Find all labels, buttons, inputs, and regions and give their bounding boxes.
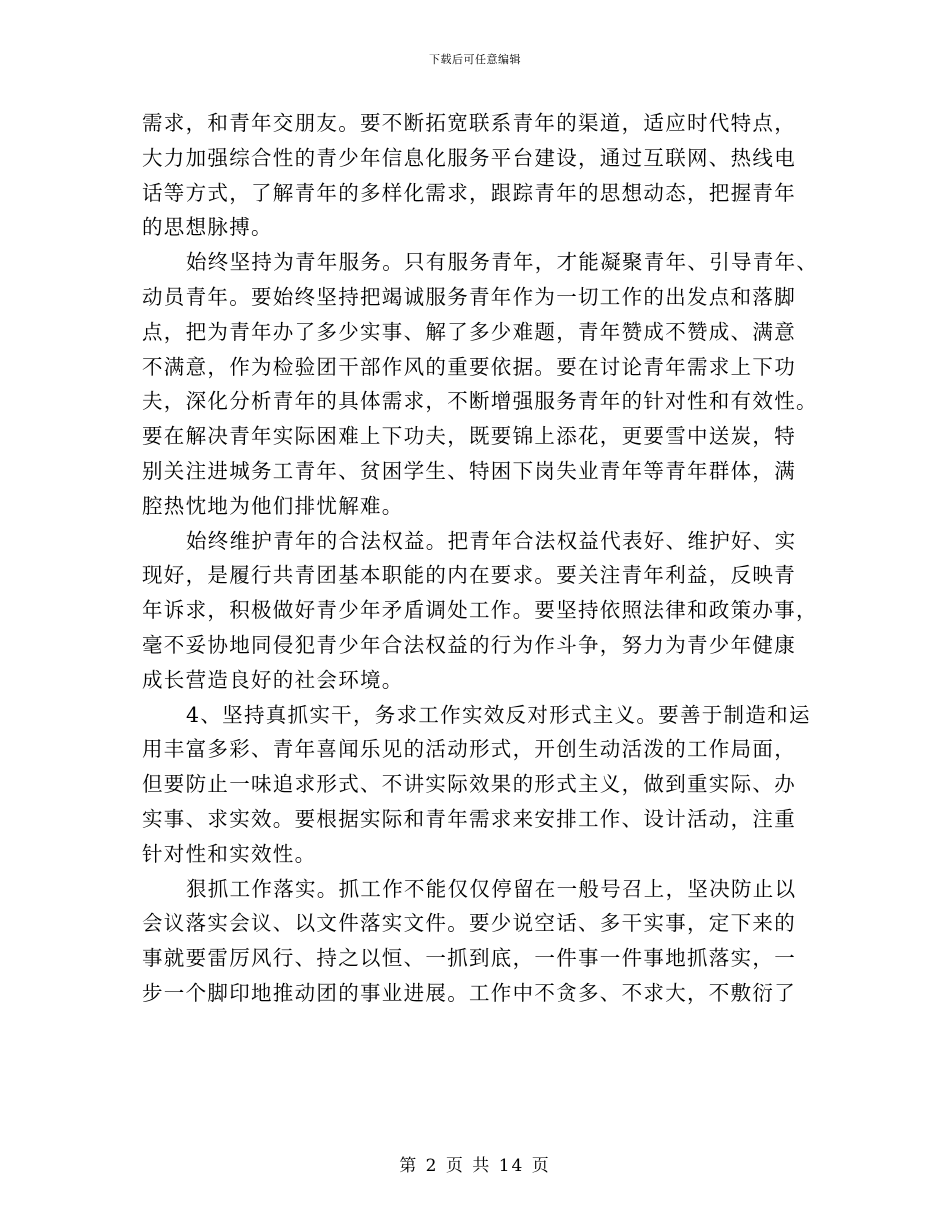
text-line: 始终坚持为青年服务。只有服务青年，才能凝聚青年、引导青年、 bbox=[186, 250, 819, 275]
text-line: 夫，深化分析青年的具体需求，不断增强服务青年的针对性和有效性。 bbox=[142, 389, 818, 414]
text-line: 点，把为青年办了多少实事、解了多少难题，青年赞成不赞成、满意 bbox=[142, 319, 796, 344]
text-line: 实事、求实效。要根据实际和青年需求来安排工作、设计活动，注重 bbox=[142, 806, 796, 831]
text-line: 事就要雷厉风行、持之以恒、一抓到底，一件事一件事地抓落实，一 bbox=[142, 946, 796, 971]
text-line: 4、坚持真抓实干，务求工作实效反对形式主义。要善于制造和运 bbox=[186, 702, 811, 727]
text-line: 话等方式，了解青年的多样化需求，跟踪青年的思想动态，把握青年 bbox=[142, 180, 796, 205]
text-line: 狠抓工作落实。抓工作不能仅仅停留在一般号召上，坚决防止以 bbox=[186, 876, 797, 901]
text-line: 别关注进城务工青年、贫困学生、特困下岗失业青年等青年群体，满 bbox=[142, 458, 796, 483]
text-line: 始终维护青年的合法权益。把青年合法权益代表好、维护好、实 bbox=[186, 528, 797, 553]
paragraph bbox=[142, 872, 808, 1011]
text-line: 的思想脉搏。 bbox=[142, 215, 273, 240]
paragraph bbox=[142, 106, 808, 245]
document-body bbox=[142, 106, 819, 1011]
text-line: 腔热忱地为他们排忧解难。 bbox=[142, 493, 404, 518]
text-line: 成长营造良好的社会环境。 bbox=[142, 667, 404, 692]
text-line: 毫不妥协地同侵犯青少年合法权益的行为作斗争，努力为青少年健康 bbox=[142, 632, 796, 657]
paragraph bbox=[142, 698, 811, 872]
text-line: 要在解决青年实际困难上下功夫，既要锦上添花，更要雪中送炭，特 bbox=[142, 424, 796, 449]
text-line: 大力加强综合性的青少年信息化服务平台建设，通过互联网、热线电 bbox=[142, 145, 796, 170]
text-line: 针对性和实效性。 bbox=[142, 841, 317, 866]
text-line: 步一个脚印地推动团的事业进展。工作中不贪多、不求大，不敷衍了 bbox=[142, 980, 796, 1005]
text-line: 需求，和青年交朋友。要不断拓宽联系青年的渠道，适应时代特点， bbox=[142, 111, 796, 135]
text-line: 动员青年。要始终坚持把竭诚服务青年作为一切工作的出发点和落脚 bbox=[142, 284, 796, 309]
text-line: 用丰富多彩、青年喜闻乐见的活动形式，开创生动活泼的工作局面， bbox=[142, 737, 796, 762]
paragraph bbox=[142, 524, 818, 698]
text-line: 但要防止一味追求形式、不讲实际效果的形式主义，做到重实际、办 bbox=[142, 772, 796, 797]
text-line: 现好，是履行共青团基本职能的内在要求。要关注青年利益，反映青 bbox=[142, 563, 796, 588]
text-line: 会议落实会议、以文件落实文件。要少说空话、多干实事，定下来的 bbox=[142, 911, 796, 936]
paragraph bbox=[142, 245, 819, 523]
page-footer: 第 2 页 共 14 页 bbox=[399, 1156, 551, 1176]
text-line: 不满意，作为检验团干部作风的重要依据。要在讨论青年需求上下功 bbox=[142, 354, 796, 379]
page-header: 下载后可任意编辑 bbox=[429, 53, 521, 66]
text-line: 年诉求，积极做好青少年矛盾调处工作。要坚持依照法律和政策办事， bbox=[142, 598, 818, 623]
